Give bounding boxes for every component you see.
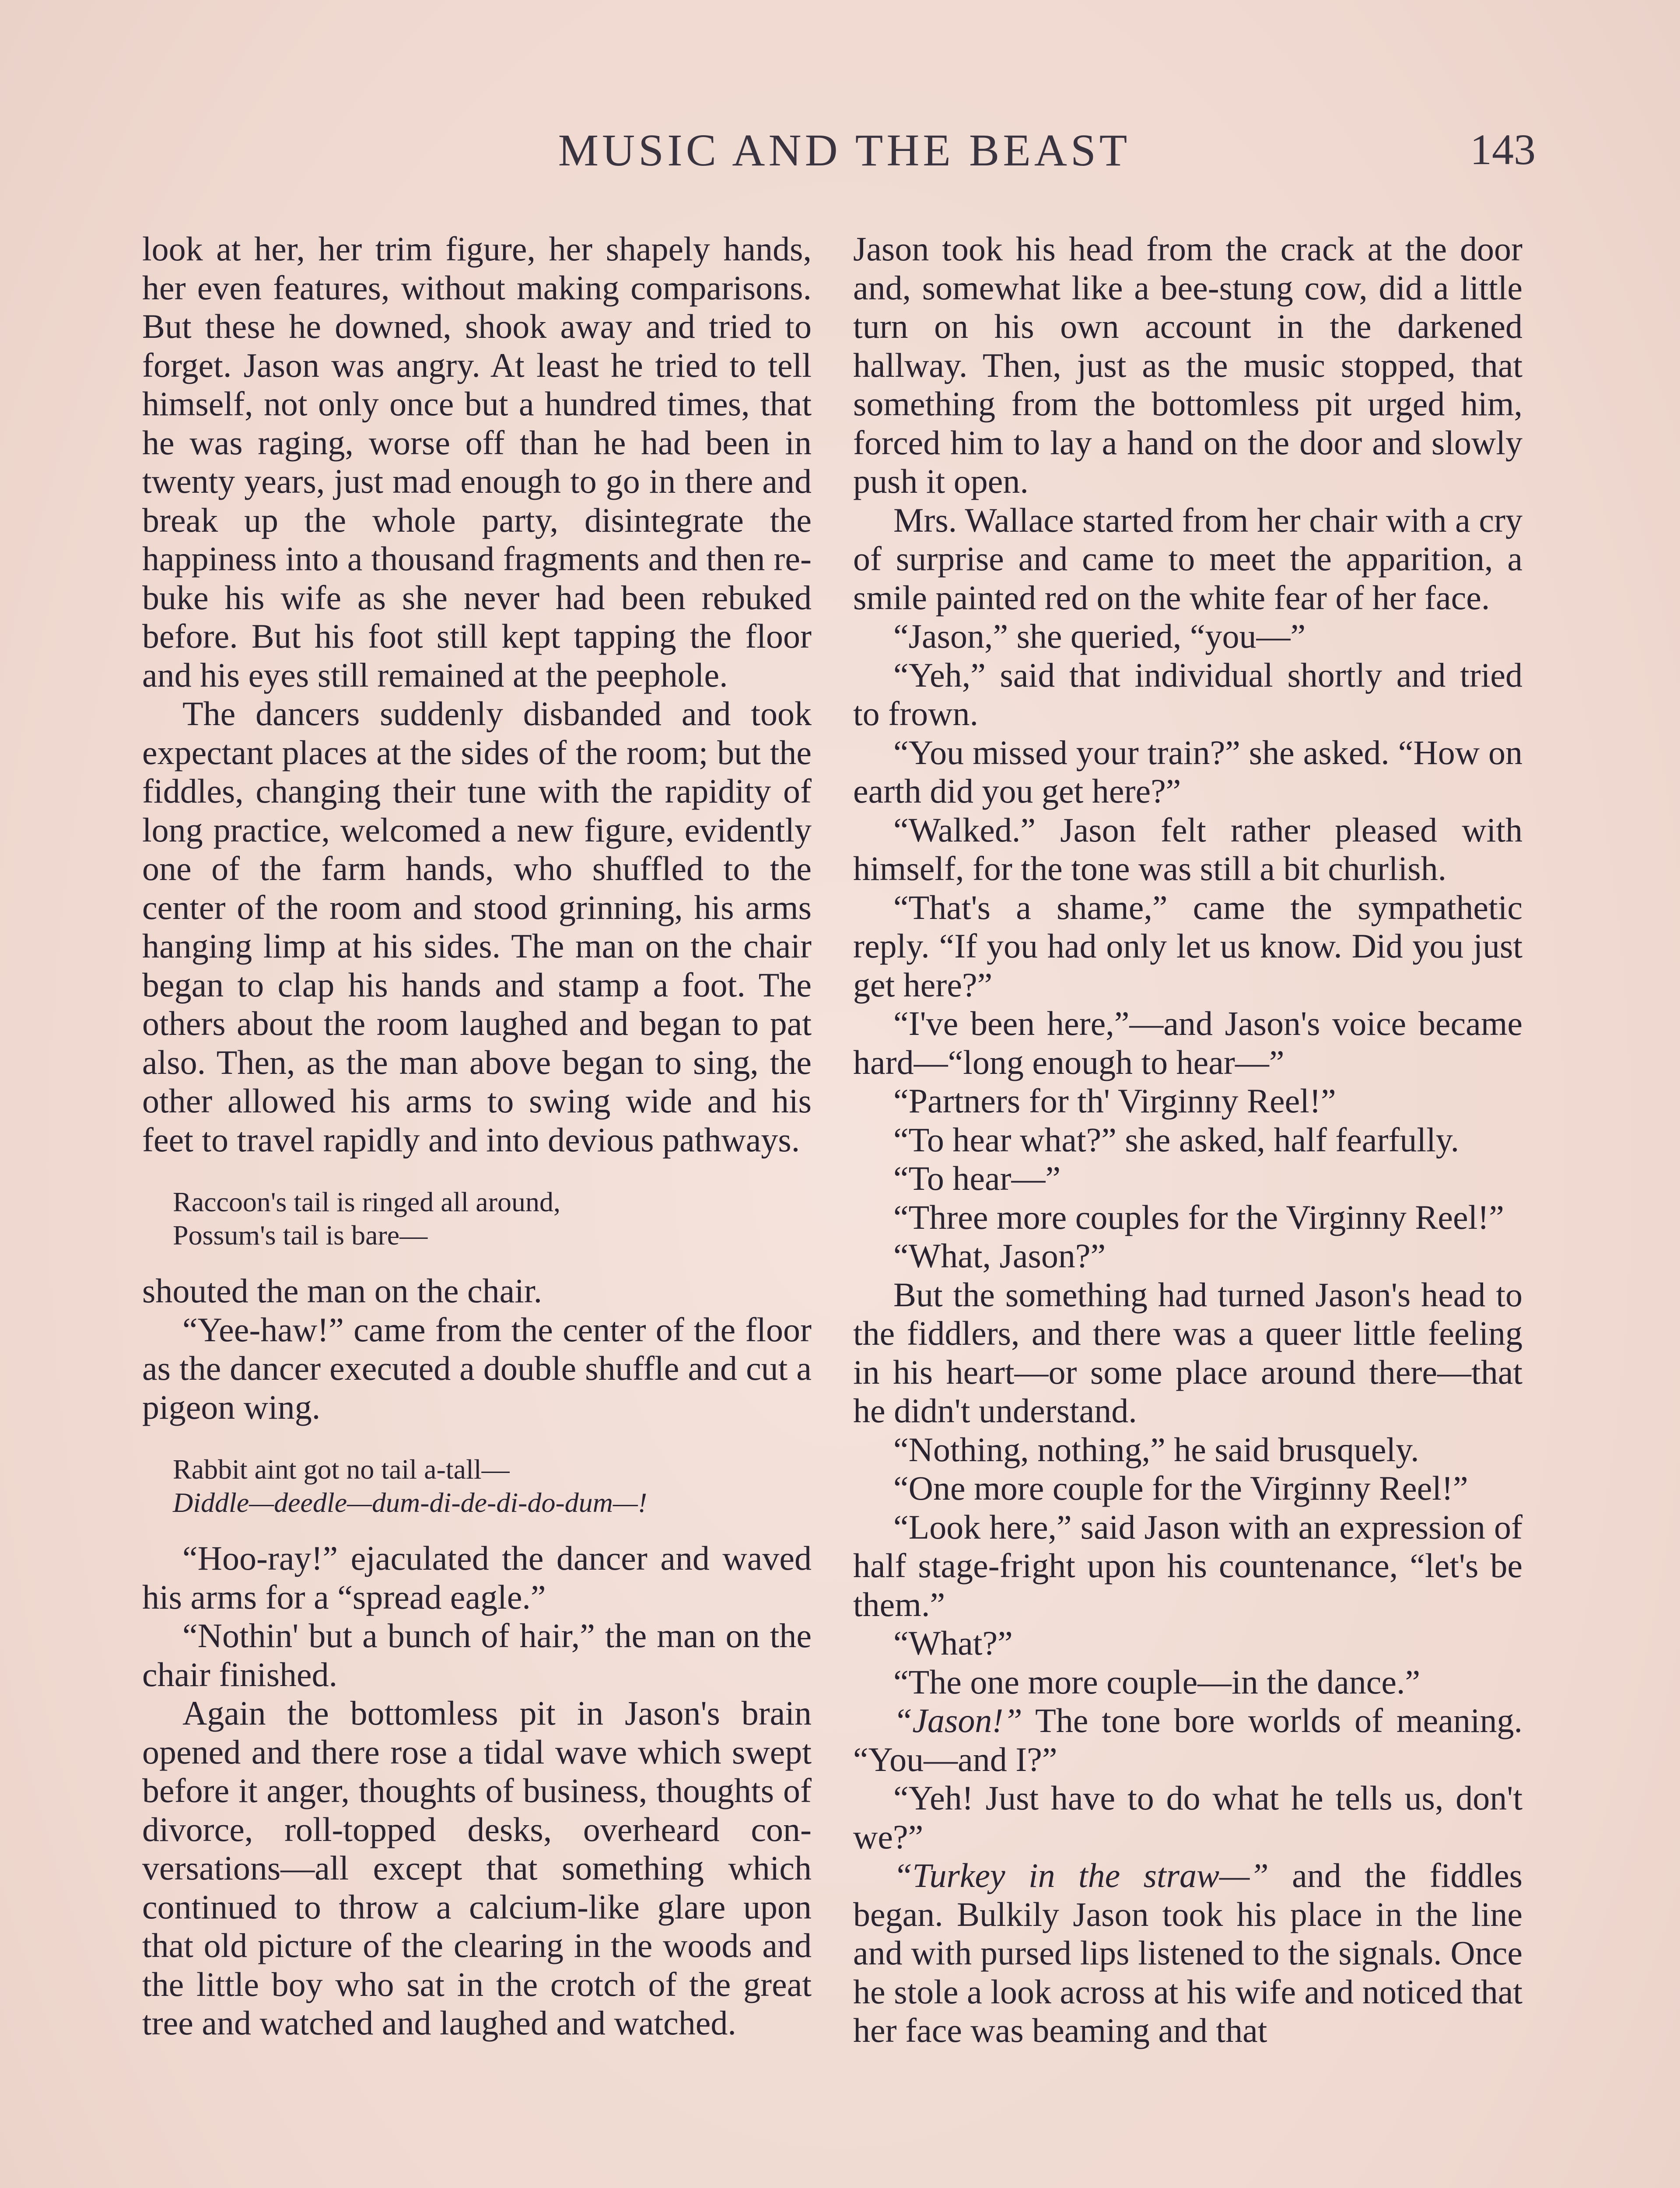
paragraph: “Walked.” Jason felt rather pleased with himself, for the tone was still a bit churlish. [853,810,1522,887]
paragraph: look at her, her trim figure, her shapely hands, her even features, without making comparisons. But these he downed, shook away and tried to forget. Jason was angry. At least he tried to tell himself, not only once but a hundred times, that he was raging, worse off than he had been in twenty years, just mad enough to go in there and break up the whole party, disintegrate the happiness into a thousand fragments and then rebuke his wife as she never had been rebuked before. But his foot still kept tapping the floor and his eyes still remained at the peephole. [142,230,812,694]
paragraph: “To hear—” [893,1159,1061,1197]
paragraph: The dancers suddenly disbanded and took expectant places at the sides of the room; but the fiddles, changing their tune with the rapidity of long practice, welcomed a new figure, evidently one of the farm hands, who shuffled to the center of the room and stood grinning, his arms hanging limp at his sides. The man on the chair began to clap his hands and stamp a foot. The others about the room laughed and began to pat also. Then, as the man above began to sing, the other allowed his arms to swing wide and his feet to travel rapidly and into devious pathways. [142,694,812,1159]
verse-line: Diddle—deedle—dum-di-de-di-do-dum—! [173,1487,648,1518]
paragraph: “Look here,” said Jason with an expression of half stage-fright upon his countenance, “let's be them.” [853,1508,1522,1623]
left-column [142,230,812,2043]
paragraph: “Nothin' but a bunch of hair,” the man on the chair finished. [142,1616,812,1694]
page-number: 143 [1470,125,1536,174]
paragraph [853,1856,1522,2050]
paragraph: “Partners for th' Virginny Reel!” [893,1082,1336,1120]
italic-quote: “Jason!” [893,1701,1022,1739]
paragraph: But the something had turned Jason's head to the fiddlers, and there was a queer little feeling in his heart—or some place around there—that he didn't understand. [853,1275,1522,1430]
paragraph: “To hear what?” she asked, half fearfully. [893,1120,1460,1159]
paragraph: Mrs. Wallace started from her chair with a cry of surprise and came to meet the apparition, a smile painted red on the white fear of her face. [853,501,1522,617]
paragraph: “Hoo-ray!” ejaculated the dancer and waved his arms for a “spread eagle.” [142,1539,812,1616]
running-title: MUSIC AND THE BEAST [558,125,1131,175]
paragraph: “Nothing, nothing,” he said brusquely. [893,1430,1419,1469]
right-column [853,230,1522,2050]
paragraph: “What?” [893,1624,1013,1662]
paragraph: “That's a shame,” came the sympathetic reply. “If you had only let us know. Did you just get here?” [853,888,1522,1004]
verse-line: Rabbit aint got no tail a-tall— [173,1454,510,1485]
paragraph-text: The tone bore worlds of meaning. “You—and I?” [853,1701,1522,1778]
paragraph: “The one more couple—in the dance.” [893,1662,1421,1701]
paragraph: Again the bottomless pit in Jason's brain opened and there rose a tidal wave which swept before it anger, thoughts of business, thoughts of divorce, roll-topped desks, overheard conversations—all except that something which continued to throw a calcium-like glare upon that old picture of the clearing in the woods and the little boy who sat in the crotch of the great tree and watched and laughed and watched. [142,1694,812,2042]
paragraph: “Jason,” she queried, “you—” [893,617,1306,655]
paragraph: “What, Jason?” [893,1237,1106,1275]
paragraph: “One more couple for the Virginny Reel!” [893,1469,1468,1507]
paragraph [853,1701,1522,1779]
verse-line: Possum's tail is bare— [173,1220,428,1251]
song-verse [173,1453,812,1519]
verse-line: Raccoon's tail is ringed all around, [173,1186,560,1217]
paragraph: shouted the man on the chair. [142,1272,542,1310]
song-verse [173,1185,812,1252]
paragraph: “I've been here,”—and Jason's voice became hard—“long enough to hear—” [853,1004,1522,1081]
paragraph: “Three more couples for the Virginny Reel!” [893,1198,1504,1236]
paragraph: “Yee-haw!” came from the center of the floor as the dancer executed a double shuffle and cut a pigeon wing. [142,1310,812,1426]
paragraph: “Yeh! Just have to do what he tells us, don't we?” [853,1779,1522,1856]
paragraph-text: and the fiddles began. Bulkily Jason took his place in the line and with pursed lips listened to the signals. Once he stole a look across at his wife and noticed that her face was beaming and that [853,1856,1522,2049]
paragraph: “Yeh,” said that individual shortly and tried to frown. [853,656,1522,733]
paragraph: Jason took his head from the crack at the door and, somewhat like a bee-stung cow, did a little turn on his own account in the darkened hallway. Then, just as the music stopped, that something from the bottomless pit urged him, forced him to lay a hand on the door and slowly push it open. [853,230,1522,500]
italic-quote: “Turkey in the straw—” [893,1856,1269,1894]
paragraph: “You missed your train?” she asked. “How on earth did you get here?” [853,733,1522,810]
